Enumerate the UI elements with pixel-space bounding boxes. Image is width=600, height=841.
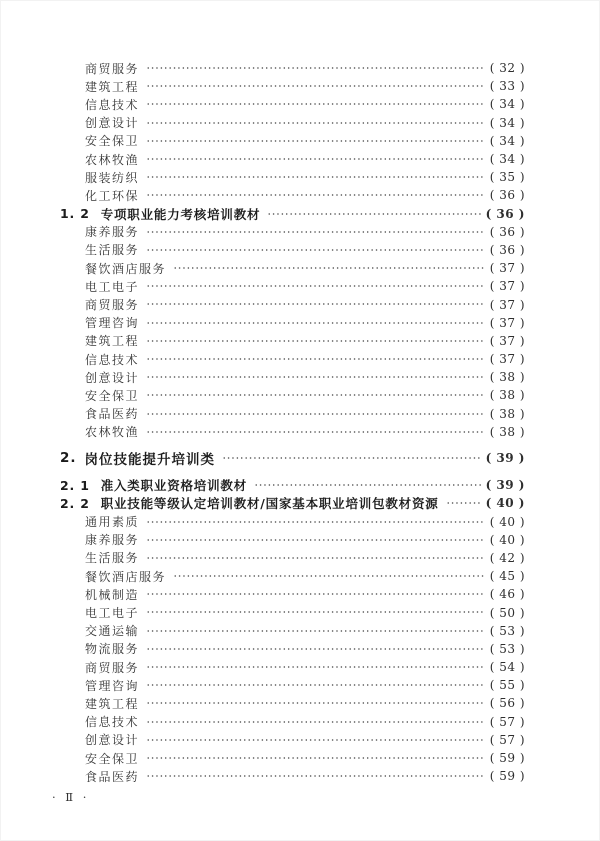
- dot-leader: [254, 476, 481, 494]
- toc-entry-page: ( 56 ): [489, 696, 525, 711]
- toc-entry-label: 农林牧渔: [85, 425, 140, 440]
- toc-entry-label: 建筑工程: [85, 79, 140, 94]
- toc-entry-page: ( 40 ): [485, 496, 525, 511]
- toc-entry: [0, 368, 600, 386]
- toc-entry-page: ( 33 ): [489, 79, 525, 94]
- toc-entry: [0, 603, 600, 621]
- toc-entry-page: ( 39 ): [485, 451, 525, 466]
- toc-entry-label: 创意设计: [85, 116, 140, 131]
- toc-entry-page: ( 34 ): [489, 133, 525, 148]
- toc-entry-page: ( 38 ): [489, 424, 525, 439]
- dot-leader: [146, 186, 485, 204]
- dot-leader: [146, 694, 485, 712]
- toc-entry-label: 准入类职业资格培训教材: [100, 478, 248, 494]
- toc-entry: [0, 295, 600, 313]
- toc-entry-label: 食品医药: [85, 407, 140, 422]
- toc-entry-page: ( 34 ): [489, 152, 525, 167]
- toc-entry-label: 商贸服务: [85, 660, 140, 675]
- dot-leader: [146, 332, 485, 350]
- toc-entry-page: ( 37 ): [489, 352, 525, 367]
- toc-entry-page: ( 40 ): [489, 514, 525, 529]
- toc-entry-label: 化工环保: [85, 188, 140, 203]
- toc-entry-label: 信息技术: [85, 352, 140, 367]
- toc-entry: [0, 114, 600, 132]
- toc-entry-page: ( 39 ): [485, 478, 525, 493]
- dot-leader: [146, 531, 485, 549]
- dot-leader: [146, 549, 485, 567]
- toc-entry: [0, 314, 600, 332]
- toc-entry-label: 创意设计: [85, 370, 140, 385]
- toc-entry: [0, 350, 600, 368]
- toc-entry: [0, 223, 600, 241]
- dot-leader: [146, 622, 485, 640]
- toc-entry-label: 建筑工程: [85, 334, 140, 349]
- toc-entry: [0, 95, 600, 113]
- toc-entry-label: 电工电子: [85, 279, 140, 294]
- toc-entry-label: 信息技术: [85, 715, 140, 730]
- toc-entry-label: 岗位技能提升培训类: [84, 452, 216, 469]
- dot-leader: [173, 567, 485, 585]
- toc-entry-page: ( 54 ): [489, 660, 525, 675]
- toc-entry-label: 商贸服务: [85, 298, 140, 313]
- toc-entry: [0, 549, 600, 567]
- toc-entry-label: 物流服务: [85, 642, 140, 657]
- toc-entry: [0, 77, 600, 95]
- toc-entry-page: ( 57 ): [489, 714, 525, 729]
- toc-entry-page: ( 37 ): [489, 261, 525, 276]
- toc-entry-label: 康养服务: [85, 533, 140, 548]
- toc-entry: [0, 513, 600, 531]
- toc-entry: [0, 168, 600, 186]
- toc-entry-page: ( 36 ): [489, 188, 525, 203]
- toc-entry-page: ( 53 ): [489, 623, 525, 638]
- dot-leader: [146, 168, 485, 186]
- dot-leader: [146, 749, 485, 767]
- toc-entry-label: 电工电子: [85, 606, 140, 621]
- toc-entry-page: ( 32 ): [489, 61, 525, 76]
- dot-leader: [146, 277, 485, 295]
- toc-entry-page: ( 36 ): [485, 206, 525, 221]
- toc-entry-label: 食品医药: [85, 769, 140, 784]
- dot-leader: [146, 386, 485, 404]
- toc-entry-label: 农林牧渔: [85, 152, 140, 167]
- dot-leader: [146, 241, 485, 259]
- dot-leader: [146, 132, 485, 150]
- dot-leader: [146, 77, 485, 95]
- toc-entry-page: ( 42 ): [489, 550, 525, 565]
- dot-leader: [173, 259, 485, 277]
- toc-entry: [0, 277, 600, 295]
- toc-entry: [0, 205, 600, 223]
- dot-leader: [146, 603, 485, 621]
- toc-entry-label: 康养服务: [85, 225, 140, 240]
- toc-entry-page: ( 38 ): [489, 388, 525, 403]
- dot-leader: [146, 368, 485, 386]
- dot-leader: [267, 205, 480, 223]
- dot-leader: [146, 405, 485, 423]
- toc-entry-page: ( 45 ): [489, 569, 525, 584]
- toc-entry: [0, 731, 600, 749]
- toc-entry-label: 安全保卫: [85, 388, 140, 403]
- dot-leader: [222, 449, 481, 467]
- toc-entry: [0, 658, 600, 676]
- dot-leader: [146, 114, 485, 132]
- toc-entry-page: ( 36 ): [489, 242, 525, 257]
- toc-entry-page: ( 36 ): [489, 224, 525, 239]
- dot-leader: [146, 350, 485, 368]
- toc-entry-label: 建筑工程: [85, 696, 140, 711]
- toc-entry-label: 信息技术: [85, 97, 140, 112]
- toc-entry-number: 2. 2: [60, 495, 90, 511]
- dot-leader: [146, 676, 485, 694]
- toc-entry-label: 商贸服务: [85, 61, 140, 76]
- dot-leader: [146, 513, 485, 531]
- page-number-footer: · Ⅱ ·: [52, 790, 90, 804]
- dot-leader: [146, 314, 485, 332]
- toc-entry-page: ( 50 ): [489, 605, 525, 620]
- toc-entry-page: ( 34 ): [489, 115, 525, 130]
- toc-entry-page: ( 59 ): [489, 769, 525, 784]
- dot-leader: [146, 585, 485, 603]
- toc-entry-label: 职业技能等级认定培训教材/国家基本职业培训包教材资源: [100, 496, 439, 512]
- dot-leader: [146, 640, 485, 658]
- toc-entry-number: 2.: [60, 450, 77, 467]
- toc-entry: [0, 59, 600, 77]
- toc-entry: [0, 694, 600, 712]
- toc-entry: [0, 150, 600, 168]
- dot-leader: [446, 494, 481, 512]
- toc-entry-page: ( 37 ): [489, 333, 525, 348]
- dot-leader: [146, 423, 485, 441]
- toc-entry: [0, 531, 600, 549]
- toc-entry-page: ( 40 ): [489, 532, 525, 547]
- toc-entry-page: ( 37 ): [489, 315, 525, 330]
- toc-entry-label: 服装纺织: [85, 170, 140, 185]
- toc-entry: [0, 713, 600, 731]
- toc-entry-label: 创意设计: [85, 733, 140, 748]
- dot-leader: [146, 223, 485, 241]
- toc-entry-page: ( 53 ): [489, 641, 525, 656]
- toc-entry-number: 2. 1: [60, 477, 90, 493]
- toc-entry: [0, 241, 600, 259]
- toc-entry-number: 1. 2: [60, 206, 90, 222]
- toc-list: [0, 59, 600, 785]
- toc-entry: [0, 332, 600, 350]
- toc-entry-page: ( 38 ): [489, 406, 525, 421]
- toc-entry-label: 交通运输: [85, 624, 140, 639]
- toc-entry: [0, 132, 600, 150]
- toc-entry-page: ( 59 ): [489, 751, 525, 766]
- toc-entry: [0, 622, 600, 640]
- toc-entry: [0, 476, 600, 494]
- toc-entry-label: 餐饮酒店服务: [85, 569, 167, 584]
- toc-entry-page: ( 37 ): [489, 297, 525, 312]
- dot-leader: [146, 150, 485, 168]
- toc-entry: [0, 767, 600, 785]
- dot-leader: [146, 713, 485, 731]
- toc-entry-label: 机械制造: [85, 587, 140, 602]
- toc-entry: [0, 585, 600, 603]
- toc-entry: [0, 640, 600, 658]
- toc-entry-label: 餐饮酒店服务: [85, 261, 167, 276]
- dot-leader: [146, 731, 485, 749]
- toc-entry: [0, 186, 600, 204]
- toc-entry-label: 管理咨询: [85, 316, 140, 331]
- toc-entry-page: ( 57 ): [489, 732, 525, 747]
- toc-entry-page: ( 38 ): [489, 370, 525, 385]
- toc-entry: [0, 494, 600, 512]
- dot-leader: [146, 95, 485, 113]
- toc-entry: [0, 259, 600, 277]
- dot-leader: [146, 295, 485, 313]
- toc-entry: [0, 423, 600, 441]
- dot-leader: [146, 767, 485, 785]
- toc-entry-label: 生活服务: [85, 243, 140, 258]
- toc-entry-label: 安全保卫: [85, 134, 140, 149]
- toc-entry-page: ( 37 ): [489, 279, 525, 294]
- toc-entry: [0, 449, 600, 467]
- toc-entry: [0, 749, 600, 767]
- toc-entry-label: 通用素质: [85, 515, 140, 530]
- toc-entry-label: 安全保卫: [85, 751, 140, 766]
- toc-entry-page: ( 34 ): [489, 97, 525, 112]
- toc-entry: [0, 405, 600, 423]
- toc-entry-page: ( 46 ): [489, 587, 525, 602]
- toc-entry-page: ( 55 ): [489, 678, 525, 693]
- toc-entry-page: ( 35 ): [489, 170, 525, 185]
- toc-entry-label: 专项职业能力考核培训教材: [100, 206, 261, 222]
- dot-leader: [146, 658, 485, 676]
- toc-entry-label: 生活服务: [85, 551, 140, 566]
- toc-entry: [0, 386, 600, 404]
- toc-entry-label: 管理咨询: [85, 678, 140, 693]
- dot-leader: [146, 59, 485, 77]
- toc-entry: [0, 567, 600, 585]
- toc-entry: [0, 676, 600, 694]
